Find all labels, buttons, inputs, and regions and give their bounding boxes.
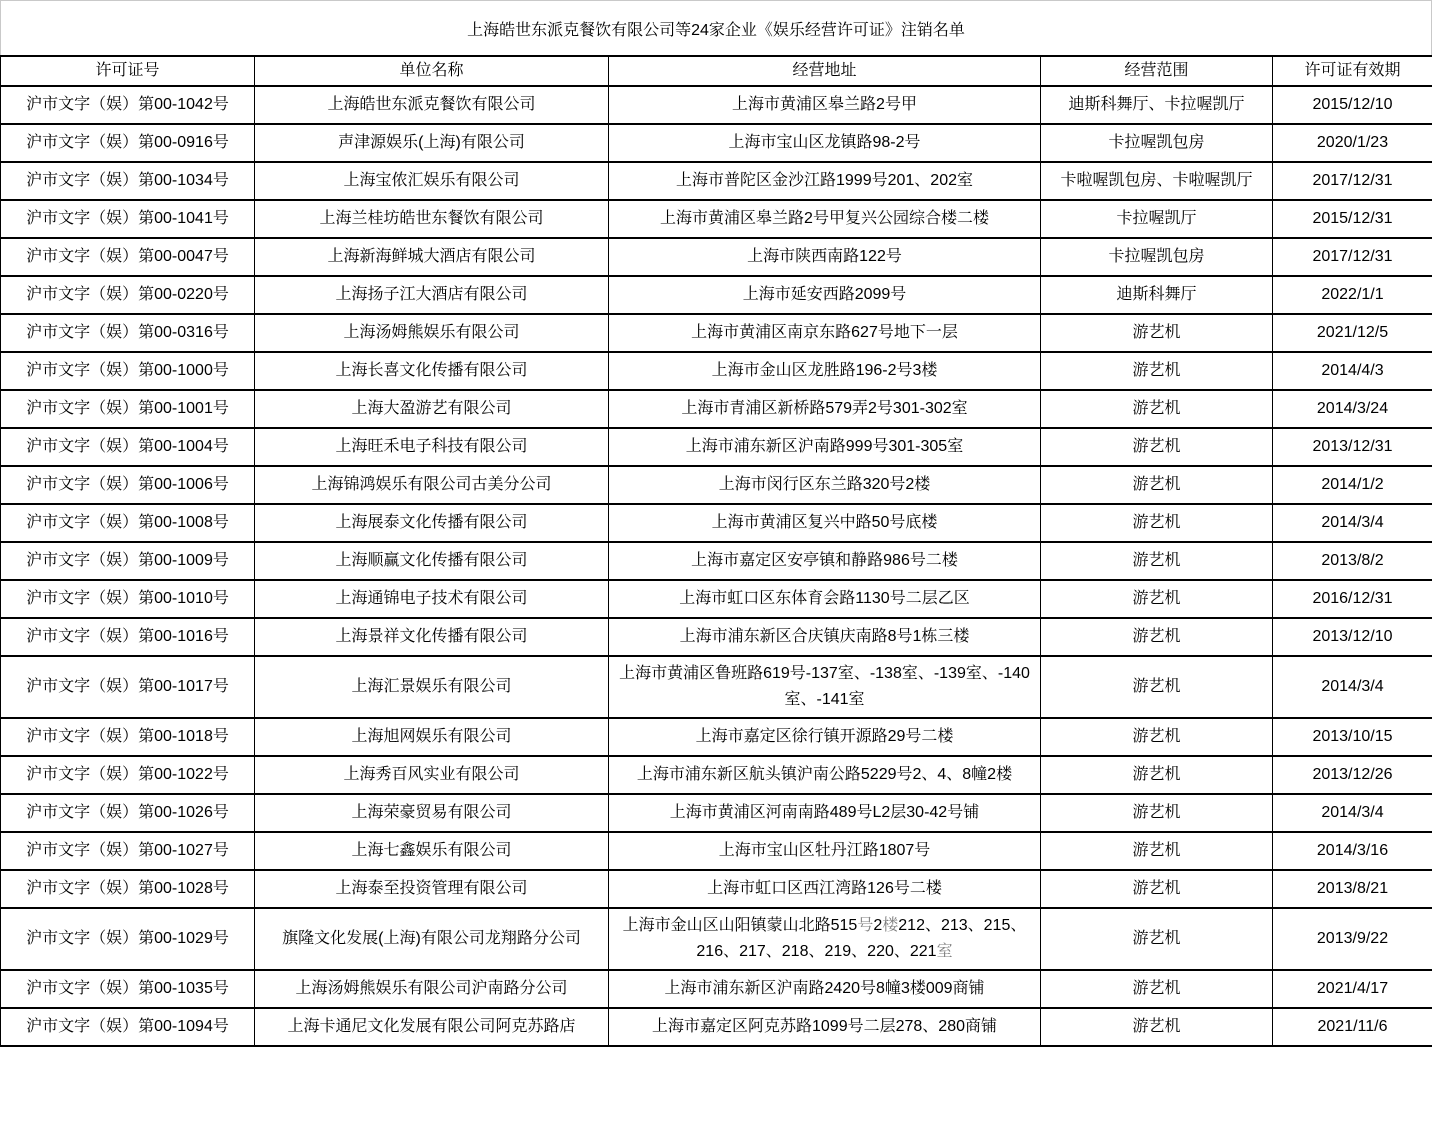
license-number-cell: 沪市文字（娱）第00-1041号 — [1, 200, 255, 238]
table-row — [1, 504, 1432, 542]
business-address-cell: 上海市虹口区东体育会路1130号二层乙区 — [609, 580, 1041, 618]
business-address-cell: 上海市浦东新区航头镇沪南公路5229号2、4、8幢2楼 — [609, 756, 1041, 794]
table-row — [1, 794, 1432, 832]
valid-until-cell: 2015/12/10 — [1273, 86, 1432, 124]
business-scope-cell: 游艺机 — [1041, 618, 1273, 656]
license-number-cell: 沪市文字（娱）第00-1035号 — [1, 970, 255, 1008]
table-row — [1, 580, 1432, 618]
license-number-cell: 沪市文字（娱）第00-1018号 — [1, 718, 255, 756]
valid-until-cell: 2013/8/21 — [1273, 870, 1432, 908]
license-number-cell: 沪市文字（娱）第00-1034号 — [1, 162, 255, 200]
header-business-scope: 经营范围 — [1041, 56, 1273, 86]
valid-until-cell: 2021/12/5 — [1273, 314, 1432, 352]
valid-until-cell: 2017/12/31 — [1273, 238, 1432, 276]
company-name-cell: 上海卡通尼文化发展有限公司阿克苏路店 — [255, 1008, 609, 1046]
license-number-cell: 沪市文字（娱）第00-1027号 — [1, 832, 255, 870]
business-address-cell: 上海市黄浦区鲁班路619号-137室、-138室、-139室、-140室、-141室 — [609, 656, 1041, 718]
license-number-cell: 沪市文字（娱）第00-0316号 — [1, 314, 255, 352]
table-row — [1, 618, 1432, 656]
valid-until-cell: 2021/4/17 — [1273, 970, 1432, 1008]
business-address-cell: 上海市宝山区牡丹江路1807号 — [609, 832, 1041, 870]
business-address-cell: 上海市浦东新区合庆镇庆南路8号1栋三楼 — [609, 618, 1041, 656]
business-scope-cell: 卡拉喔凯包房 — [1041, 124, 1273, 162]
business-scope-cell: 游艺机 — [1041, 428, 1273, 466]
business-address-cell: 上海市黄浦区河南南路489号L2层30-42号铺 — [609, 794, 1041, 832]
business-scope-cell: 游艺机 — [1041, 314, 1273, 352]
table-row — [1, 124, 1432, 162]
company-name-cell: 上海长喜文化传播有限公司 — [255, 352, 609, 390]
business-scope-cell: 游艺机 — [1041, 908, 1273, 970]
business-address-cell: 上海市宝山区龙镇路98-2号 — [609, 124, 1041, 162]
table-row — [1, 542, 1432, 580]
table-row — [1, 238, 1432, 276]
company-name-cell: 上海旭网娱乐有限公司 — [255, 718, 609, 756]
company-name-cell: 上海泰至投资管理有限公司 — [255, 870, 609, 908]
table-header — [1, 56, 1432, 86]
table-row — [1, 1008, 1432, 1046]
company-name-cell: 上海七鑫娱乐有限公司 — [255, 832, 609, 870]
valid-until-cell: 2014/4/3 — [1273, 352, 1432, 390]
business-scope-cell: 游艺机 — [1041, 466, 1273, 504]
valid-until-cell: 2013/12/26 — [1273, 756, 1432, 794]
business-address-cell: 上海市陕西南路122号 — [609, 238, 1041, 276]
address-muted-text: 号 — [857, 917, 874, 934]
company-name-cell: 上海顺赢文化传播有限公司 — [255, 542, 609, 580]
business-scope-cell: 游艺机 — [1041, 352, 1273, 390]
license-number-cell: 沪市文字（娱）第00-1010号 — [1, 580, 255, 618]
valid-until-cell: 2013/12/31 — [1273, 428, 1432, 466]
business-scope-cell: 游艺机 — [1041, 542, 1273, 580]
business-scope-cell: 游艺机 — [1041, 756, 1273, 794]
business-scope-cell: 游艺机 — [1041, 504, 1273, 542]
license-number-cell: 沪市文字（娱）第00-1001号 — [1, 390, 255, 428]
business-address-cell — [609, 908, 1041, 970]
license-number-cell: 沪市文字（娱）第00-1028号 — [1, 870, 255, 908]
valid-until-cell: 2016/12/31 — [1273, 580, 1432, 618]
business-scope-cell: 游艺机 — [1041, 1008, 1273, 1046]
valid-until-cell: 2014/3/16 — [1273, 832, 1432, 870]
table-row — [1, 314, 1432, 352]
address-muted-text: 室 — [936, 943, 953, 960]
license-number-cell: 沪市文字（娱）第00-1000号 — [1, 352, 255, 390]
business-address-cell: 上海市普陀区金沙江路1999号201、202室 — [609, 162, 1041, 200]
business-address-cell: 上海市金山区龙胜路196-2号3楼 — [609, 352, 1041, 390]
business-address-cell: 上海市黄浦区复兴中路50号底楼 — [609, 504, 1041, 542]
company-name-cell: 旗隆文化发展(上海)有限公司龙翔路分公司 — [255, 908, 609, 970]
business-scope-cell: 卡拉喔凯包房 — [1041, 238, 1273, 276]
company-name-cell: 上海汤姆熊娱乐有限公司沪南路分公司 — [255, 970, 609, 1008]
table-row — [1, 352, 1432, 390]
header-business-address: 经营地址 — [609, 56, 1041, 86]
table-body — [1, 86, 1432, 1046]
company-name-cell: 上海秀百风实业有限公司 — [255, 756, 609, 794]
table-row — [1, 466, 1432, 504]
license-number-cell: 沪市文字（娱）第00-1009号 — [1, 542, 255, 580]
business-address-cell: 上海市黄浦区皋兰路2号甲 — [609, 86, 1041, 124]
business-scope-cell: 游艺机 — [1041, 832, 1273, 870]
table-row — [1, 870, 1432, 908]
company-name-cell: 上海锦鸿娱乐有限公司古美分公司 — [255, 466, 609, 504]
license-number-cell: 沪市文字（娱）第00-1029号 — [1, 908, 255, 970]
valid-until-cell: 2013/10/15 — [1273, 718, 1432, 756]
valid-until-cell: 2021/11/6 — [1273, 1008, 1432, 1046]
business-scope-cell: 游艺机 — [1041, 794, 1273, 832]
header-company-name: 单位名称 — [255, 56, 609, 86]
table-row — [1, 718, 1432, 756]
business-scope-cell: 游艺机 — [1041, 580, 1273, 618]
company-name-cell: 上海扬子江大酒店有限公司 — [255, 276, 609, 314]
license-number-cell: 沪市文字（娱）第00-1004号 — [1, 428, 255, 466]
license-number-cell: 沪市文字（娱）第00-0047号 — [1, 238, 255, 276]
company-name-cell: 上海展泰文化传播有限公司 — [255, 504, 609, 542]
company-name-cell: 上海荣豪贸易有限公司 — [255, 794, 609, 832]
license-number-cell: 沪市文字（娱）第00-0916号 — [1, 124, 255, 162]
license-number-cell: 沪市文字（娱）第00-1094号 — [1, 1008, 255, 1046]
business-address-cell: 上海市黄浦区皋兰路2号甲复兴公园综合楼二楼 — [609, 200, 1041, 238]
business-scope-cell: 迪斯科舞厅、卡拉喔凯厅 — [1041, 86, 1273, 124]
valid-until-cell: 2017/12/31 — [1273, 162, 1432, 200]
address-muted-text: 楼 — [882, 917, 899, 934]
company-name-cell: 上海景祥文化传播有限公司 — [255, 618, 609, 656]
license-number-cell: 沪市文字（娱）第00-1017号 — [1, 656, 255, 718]
business-scope-cell: 迪斯科舞厅 — [1041, 276, 1273, 314]
license-number-cell: 沪市文字（娱）第00-1022号 — [1, 756, 255, 794]
business-address-cell: 上海市黄浦区南京东路627号地下一层 — [609, 314, 1041, 352]
company-name-cell: 声津源娱乐(上海)有限公司 — [255, 124, 609, 162]
valid-until-cell: 2020/1/23 — [1273, 124, 1432, 162]
business-address-cell: 上海市浦东新区沪南路2420号8幢3楼009商铺 — [609, 970, 1041, 1008]
table-row — [1, 162, 1432, 200]
table-row — [1, 200, 1432, 238]
table-row — [1, 390, 1432, 428]
company-name-cell: 上海大盈游艺有限公司 — [255, 390, 609, 428]
license-number-cell: 沪市文字（娱）第00-1008号 — [1, 504, 255, 542]
table-row — [1, 276, 1432, 314]
table-row — [1, 832, 1432, 870]
header-row — [1, 56, 1432, 86]
business-scope-cell: 卡拉喔凯厅 — [1041, 200, 1273, 238]
table-row — [1, 86, 1432, 124]
valid-until-cell: 2014/3/24 — [1273, 390, 1432, 428]
company-name-cell: 上海皓世东派克餐饮有限公司 — [255, 86, 609, 124]
business-address-cell: 上海市嘉定区阿克苏路1099号二层278、280商铺 — [609, 1008, 1041, 1046]
business-address-cell: 上海市青浦区新桥路579弄2号301-302室 — [609, 390, 1041, 428]
valid-until-cell: 2013/8/2 — [1273, 542, 1432, 580]
address-text: 2 — [873, 917, 883, 934]
valid-until-cell: 2014/1/2 — [1273, 466, 1432, 504]
license-revocation-table — [0, 55, 1432, 1047]
valid-until-cell: 2013/12/10 — [1273, 618, 1432, 656]
business-address-cell: 上海市浦东新区沪南路999号301-305室 — [609, 428, 1041, 466]
header-license-validity: 许可证有效期 — [1273, 56, 1432, 86]
business-scope-cell: 游艺机 — [1041, 870, 1273, 908]
business-address-cell: 上海市嘉定区徐行镇开源路29号二楼 — [609, 718, 1041, 756]
business-scope-cell: 游艺机 — [1041, 970, 1273, 1008]
valid-until-cell: 2013/9/22 — [1273, 908, 1432, 970]
company-name-cell: 上海宝侬汇娱乐有限公司 — [255, 162, 609, 200]
table-row — [1, 428, 1432, 466]
table-row — [1, 756, 1432, 794]
valid-until-cell: 2022/1/1 — [1273, 276, 1432, 314]
business-scope-cell: 卡啦喔凯包房、卡啦喔凯厅 — [1041, 162, 1273, 200]
business-address-cell: 上海市延安西路2099号 — [609, 276, 1041, 314]
company-name-cell: 上海通锦电子技术有限公司 — [255, 580, 609, 618]
license-number-cell: 沪市文字（娱）第00-1006号 — [1, 466, 255, 504]
license-number-cell: 沪市文字（娱）第00-1016号 — [1, 618, 255, 656]
business-address-cell: 上海市闵行区东兰路320号2楼 — [609, 466, 1041, 504]
license-number-cell: 沪市文字（娱）第00-0220号 — [1, 276, 255, 314]
license-number-cell: 沪市文字（娱）第00-1042号 — [1, 86, 255, 124]
business-scope-cell: 游艺机 — [1041, 656, 1273, 718]
company-name-cell: 上海汇景娱乐有限公司 — [255, 656, 609, 718]
valid-until-cell: 2015/12/31 — [1273, 200, 1432, 238]
business-scope-cell: 游艺机 — [1041, 718, 1273, 756]
table-row — [1, 970, 1432, 1008]
table-row — [1, 656, 1432, 718]
valid-until-cell: 2014/3/4 — [1273, 504, 1432, 542]
table-row — [1, 908, 1432, 970]
address-text: 212、213、215、216、217、218、219、220、221 — [696, 917, 1027, 960]
address-text: 上海市金山区山阳镇蒙山北路515 — [622, 917, 858, 934]
license-number-cell: 沪市文字（娱）第00-1026号 — [1, 794, 255, 832]
company-name-cell: 上海汤姆熊娱乐有限公司 — [255, 314, 609, 352]
company-name-cell: 上海新海鲜城大酒店有限公司 — [255, 238, 609, 276]
valid-until-cell: 2014/3/4 — [1273, 794, 1432, 832]
business-address-cell: 上海市虹口区西江湾路126号二楼 — [609, 870, 1041, 908]
header-license-number: 许可证号 — [1, 56, 255, 86]
valid-until-cell: 2014/3/4 — [1273, 656, 1432, 718]
page-title: 上海皓世东派克餐饮有限公司等24家企业《娱乐经营许可证》注销名单 — [0, 0, 1432, 55]
business-address-cell: 上海市嘉定区安亭镇和静路986号二楼 — [609, 542, 1041, 580]
company-name-cell: 上海兰桂坊皓世东餐饮有限公司 — [255, 200, 609, 238]
business-scope-cell: 游艺机 — [1041, 390, 1273, 428]
company-name-cell: 上海旺禾电子科技有限公司 — [255, 428, 609, 466]
